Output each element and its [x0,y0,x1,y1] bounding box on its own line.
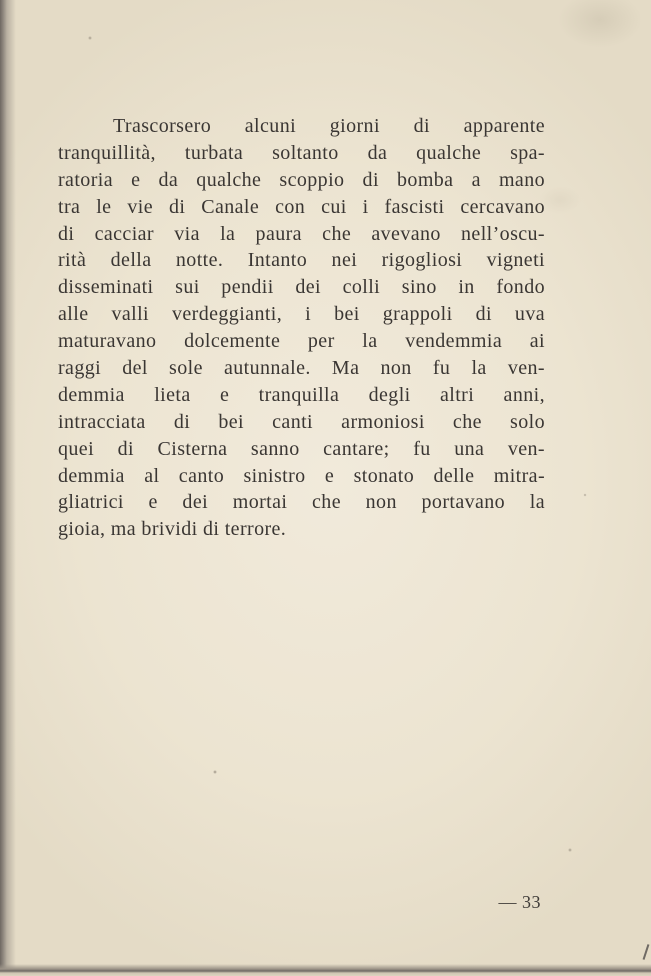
text-line: maturavano dolcemente per la vendemmia ai [58,330,545,353]
bottom-edge [0,964,651,976]
text-line: di cacciar via la paura che avevano nell’oscu- [58,222,545,245]
text-line: intracciata di bei canti armoniosi che solo [58,410,545,433]
text-line: rità della notte. Intanto nei rigogliosi vigneti [58,249,545,272]
binding-edge [0,0,16,976]
text-line: quei di Cisterna sanno cantare; fu una ven- [58,437,545,460]
page-number: — 33 [498,892,541,912]
text-line: ratoria e da qualche scoppio di bomba a mano [58,168,545,191]
text-line: gliatrici e dei mortai che non portavano la [58,491,545,514]
text-line: demmia lieta e tranquilla degli altri anni, [58,383,545,406]
text-line: tranquillità, turbata soltanto da qualche spa- [58,141,545,164]
text-line: Trascorsero alcuni giorni di apparente [113,115,545,137]
text-line: tra le vie di Canale con cui i fascisti cercavano [58,195,545,218]
body-text [58,113,545,543]
text-line: disseminati sui pendii dei colli sino in fondo [58,276,545,299]
text-line: gioia, ma brividi di terrore. [58,518,287,541]
text-line: demmia al canto sinistro e stonato delle mitra- [58,464,545,487]
text-line: alle valli verdeggianti, i bei grappoli di uva [58,303,545,326]
page-corner-mark [643,944,650,960]
text-line: raggi del sole autunnale. Ma non fu la ven- [58,357,545,380]
